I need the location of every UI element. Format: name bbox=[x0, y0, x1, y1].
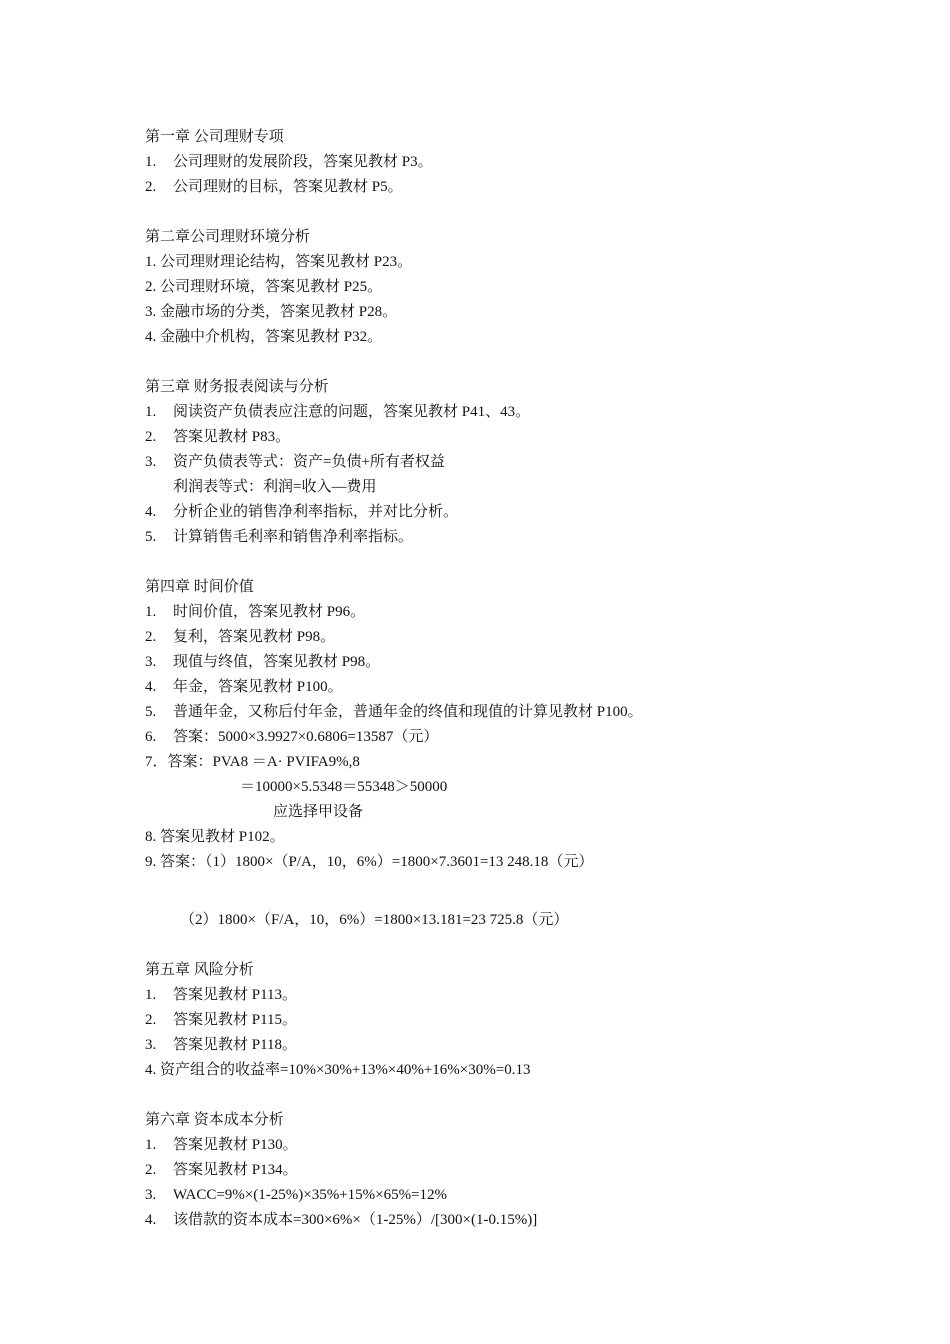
list-item bbox=[145, 500, 865, 525]
equation-continuation: ＝10000×5.5348＝55348＞50000 bbox=[240, 779, 448, 795]
item-text: 分析企业的销售净利率指标，并对比分析。 bbox=[173, 504, 459, 520]
item-number: 4. bbox=[145, 1212, 157, 1228]
item-number: 1. bbox=[145, 604, 157, 620]
list-item bbox=[145, 1158, 865, 1183]
item-text: 答案见教材 P83。 bbox=[173, 429, 291, 445]
list-item bbox=[145, 150, 865, 175]
item-text: 利润表等式：利润=收入—费用 bbox=[173, 479, 377, 495]
item-number: 3. bbox=[145, 1037, 157, 1053]
item-number: 1. bbox=[145, 987, 157, 1003]
item-text: 时间价值，答案见教材 P96。 bbox=[173, 604, 366, 620]
chapter-1-title: 第一章 公司理财专项 bbox=[145, 129, 284, 145]
item-number: 2. bbox=[145, 429, 157, 445]
spacer bbox=[145, 875, 865, 908]
list-item bbox=[145, 175, 865, 200]
list-item bbox=[145, 650, 865, 675]
item-text: 答案见教材 P130。 bbox=[173, 1137, 298, 1153]
spacer bbox=[145, 200, 865, 225]
item-text: WACC=9%×(1-25%)×35%+15%×65%=12% bbox=[173, 1187, 448, 1203]
list-item: 3. 金融市场的分类，答案见教材 P28。 bbox=[145, 304, 398, 320]
item-number: 1. bbox=[145, 154, 157, 170]
item-text: 普通年金，又称后付年金，普通年金的终值和现值的计算见教材 P100。 bbox=[173, 704, 643, 720]
chapter-2-title: 第二章公司理财环境分析 bbox=[145, 229, 311, 245]
list-item bbox=[145, 1208, 865, 1233]
item-text: 公司理财的发展阶段，答案见教材 P3。 bbox=[173, 154, 433, 170]
item-text: 答案见教材 P115。 bbox=[173, 1012, 298, 1028]
item-text: 答案见教材 P113。 bbox=[173, 987, 298, 1003]
list-item: 2. 公司理财环境，答案见教材 P25。 bbox=[145, 279, 383, 295]
chapter-3-title: 第三章 财务报表阅读与分析 bbox=[145, 379, 329, 395]
item-number: 2. bbox=[145, 179, 157, 195]
item-text: 答案见教材 P118。 bbox=[173, 1037, 298, 1053]
item-text: 阅读资产负债表应注意的问题，答案见教材 P41、43。 bbox=[173, 404, 531, 420]
item-number: 3. bbox=[145, 1187, 157, 1203]
document-body bbox=[145, 125, 865, 1233]
list-item bbox=[145, 425, 865, 450]
item-text: 公司理财的目标，答案见教材 P5。 bbox=[173, 179, 403, 195]
list-item bbox=[145, 525, 865, 550]
item-number: 1. bbox=[145, 404, 157, 420]
spacer bbox=[145, 550, 865, 575]
item-number: 6. bbox=[145, 729, 157, 745]
item-text: 现值与终值，答案见教材 P98。 bbox=[173, 654, 381, 670]
list-item bbox=[145, 600, 865, 625]
list-item bbox=[145, 1008, 865, 1033]
list-item bbox=[145, 1183, 865, 1208]
list-item: 4. 资产组合的收益率=10%×30%+13%×40%+16%×30%=0.13 bbox=[145, 1062, 531, 1078]
chapter-5-title: 第五章 风险分析 bbox=[145, 962, 254, 978]
chapter-6-title: 第六章 资本成本分析 bbox=[145, 1112, 284, 1128]
item-number: 2. bbox=[145, 1162, 157, 1178]
item-text: 答案见教材 P134。 bbox=[173, 1162, 298, 1178]
list-item bbox=[145, 450, 865, 475]
list-item: 8. 答案见教材 P102。 bbox=[145, 829, 285, 845]
item-number: 4. bbox=[145, 504, 157, 520]
list-item-continuation bbox=[145, 475, 865, 500]
item-text: 计算销售毛利率和销售净利率指标。 bbox=[173, 529, 414, 545]
item-number: 2. bbox=[145, 1012, 157, 1028]
list-item bbox=[145, 983, 865, 1008]
chapter-4-title: 第四章 时间价值 bbox=[145, 579, 254, 595]
item-text: 资产负债表等式：资产=负债+所有者权益 bbox=[173, 454, 445, 470]
list-item bbox=[145, 725, 865, 750]
list-item bbox=[145, 1033, 865, 1058]
list-item bbox=[145, 1133, 865, 1158]
list-item: 4. 金融中介机构，答案见教材 P32。 bbox=[145, 329, 383, 345]
spacer bbox=[145, 933, 865, 958]
spacer bbox=[145, 350, 865, 375]
item-text: 复利，答案见教材 P98。 bbox=[173, 629, 336, 645]
item-number: 1. bbox=[145, 1137, 157, 1153]
item-number: 3. bbox=[145, 654, 157, 670]
spacer bbox=[145, 1083, 865, 1108]
item-number: 4. bbox=[145, 679, 157, 695]
list-item bbox=[145, 400, 865, 425]
list-item: 7．答案：PVA8 ＝A· PVIFA9%,8 bbox=[145, 754, 360, 770]
equation-conclusion: 应选择甲设备 bbox=[273, 804, 364, 820]
list-item: 1. 公司理财理论结构，答案见教材 P23。 bbox=[145, 254, 413, 270]
list-item: 9. 答案：（1）1800×（P/A，10，6%）=1800×7.3601=13 248.18（元） bbox=[145, 854, 594, 870]
list-item-continuation: （2）1800×（F/A，10，6%）=1800×13.181=23 725.8（元） bbox=[180, 912, 569, 928]
item-text: 年金，答案见教材 P100。 bbox=[173, 679, 343, 695]
list-item bbox=[145, 625, 865, 650]
item-number: 5. bbox=[145, 529, 157, 545]
item-text: 该借款的资本成本=300×6%×（1-25%）/[300×(1-0.15%)] bbox=[173, 1212, 538, 1228]
list-item bbox=[145, 675, 865, 700]
item-number: 5. bbox=[145, 704, 157, 720]
item-text: 答案：5000×3.9927×0.6806=13587（元） bbox=[173, 729, 439, 745]
list-item bbox=[145, 700, 865, 725]
item-number: 2. bbox=[145, 629, 157, 645]
item-number: 3. bbox=[145, 454, 157, 470]
